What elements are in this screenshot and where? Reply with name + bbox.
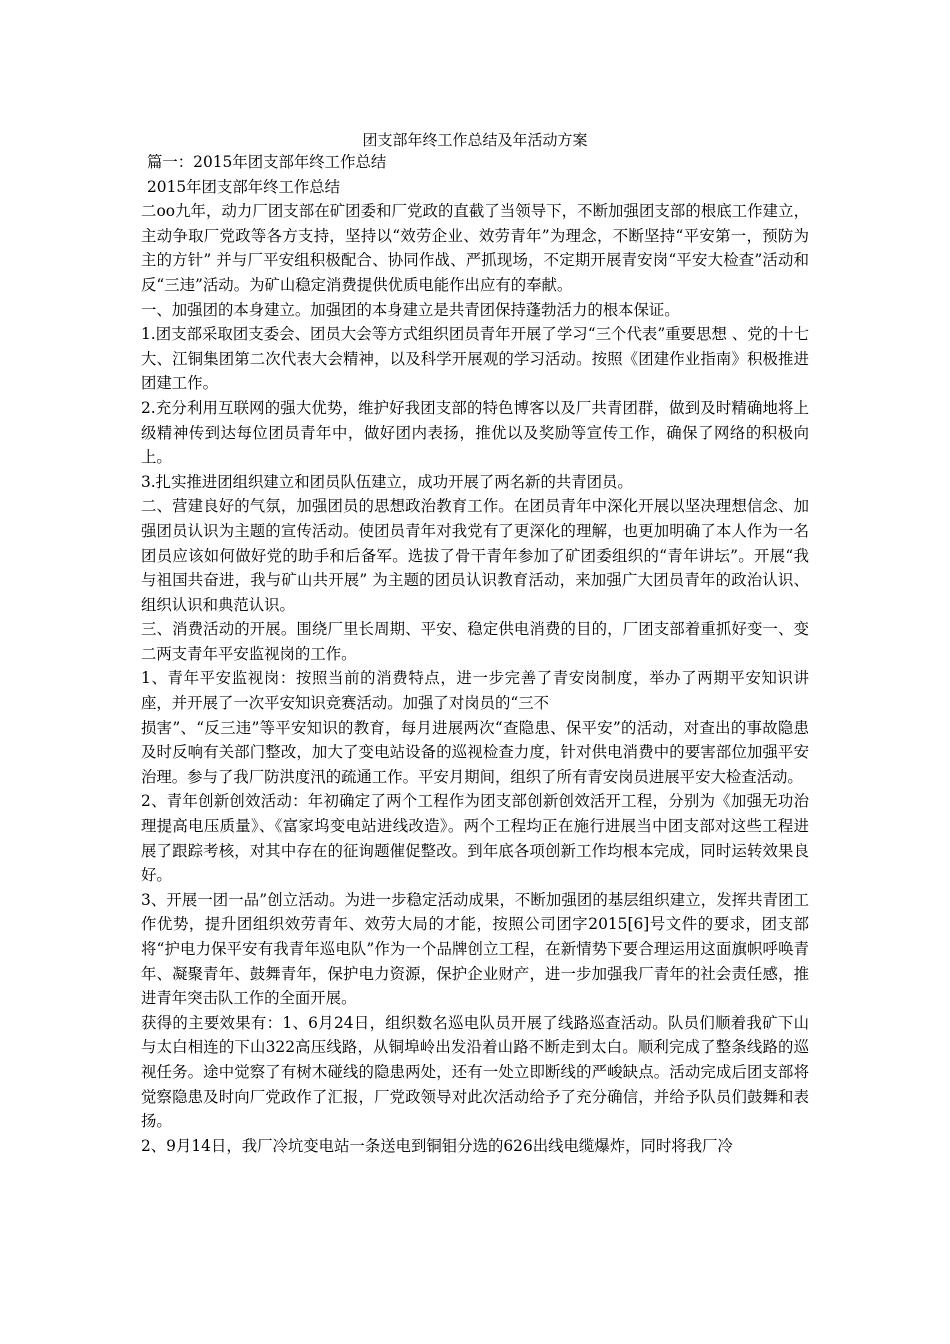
paragraph: 二oo九年，动力厂团支部在矿团委和厂党政的直截了当领导下，不断加强团支部的根底工作建立，主动争取厂党政等各方支持，坚持以“效劳企业、效劳青年”为理念，不断坚持“平安第一，预防为主的方针” 并与厂平安组积极配合、协同作战、严抓现场，不定期开展青安岗“平安大检查”活动和反“三违”活动。为矿山稳定消费提供优质电能作出应有的奉献。 [141,202,809,294]
paragraph: 一、加强团的本身建立。加强团的本身建立是共青团保持蓬勃活力的根本保证。 [141,300,680,319]
paragraph: 损害”、“反三违”等平安知识的教育，每月进展两次“查隐患、保平安”的活动，对查出的事故隐患及时反响有关部门整改，加大了变电站设备的巡视检查力度，针对供电消费中的要害部位加强平安治理。参与了我厂防洪度汛的疏通工作。平安月期间，组织了所有青安岗员进展平安大检查活动。 [141,718,809,786]
paragraph: 3、开展一团一品”创立活动。为进一步稳定活动成果，不断加强团的基层组织建立，发挥共青团工作优势，提升团组织效劳青年、效劳大局的才能，按照公司团字2015[6]号文件的要求，团支部将“护电力保平安有我青年巡电队”作为一个品牌创立工程，在新情势下要合理运用这面旗帜呼唤青年、凝聚青年、鼓舞青年，保护电力资源，保护企业财产，进一步加强我厂青年的社会责任感，推进青年突击队工作的全面开展。 [141,890,809,1008]
section-subheading: 2015年团支部年终工作总结 [147,177,341,196]
document-title: 团支部年终工作总结及年活动方案 [362,131,588,149]
paragraph: 2.充分利用互联网的强大优势，维护好我团支部的特色博客以及厂共青团群，做到及时精确地将上级精神传到达每位团员青年中，做好团内表扬，推优以及奖励等宣传工作，确保了网络的积极向上。 [141,398,809,467]
paragraph: 2、9月14日，我厂冷坑变电站一条送电到铜钼分选的626出线电缆爆炸，同时将我厂冷 [141,1136,733,1155]
paragraph: 1、青年平安监视岗：按照当前的消费特点，进一步完善了青安岗制度，举办了两期平安知识讲座，并开展了一次平安知识竞赛活动。加强了对岗员的“三不 [141,669,809,713]
document-body [141,150,809,1158]
paragraph: 1.团支部采取团支委会、团员大会等方式组织团员青年开展了学习“三个代表”重要思想 、党的十七大、江铜集团第二次代表大会精神，以及科学开展观的学习活动。按照《团建作业指南》积极推进团建工作。 [141,325,809,393]
section-heading: 篇一：2015年团支部年终工作总结 [147,153,387,171]
paragraph: 获得的主要效果有：1、6月24日，组织数名巡电队员开展了线路巡查活动。队员们顺着我矿下山与太白相连的下山322高压线路，从铜埠岭出发沿着山路不断走到太白。顺利完成了整条线路的巡视任务。途中觉察了有树木碰线的隐患两处，还有一处立即断线的严峻缺点。活动完成后团支部将觉察隐患及时向厂党政作了汇报，厂党政领导对此次活动给予了充分确信，并给予队员们鼓舞和表扬。 [141,1013,809,1131]
paragraph: 3.扎实推进团组织建立和团员队伍建立，成功开展了两名新的共青团员。 [141,472,633,491]
paragraph: 二、营建良好的气氛，加强团员的思想政治教育工作。在团员青年中深化开展以坚决理想信念、加强团员认识为主题的宣传活动。使团员青年对我党有了更深化的理解，也更加明确了本人作为一名团员应该如何做好党的助手和后备军。选拔了骨干青年参加了矿团委组织的“青年讲坛”。开展“我与祖国共奋进，我与矿山共开展” 为主题的团员认识教育活动，来加强广大团员青年的政治认识、组织认识和典范认识。 [141,497,809,614]
paragraph: 2、青年创新创效活动：年初确定了两个工程作为团支部创新创效活开工程，分别为《加强无功治理提高电压质量》、《富家坞变电站进线改造》。两个工程均正在施行进展当中团支部对这些工程进展了跟踪考核，对其中存在的征询题催促整改。到年底各项创新工作均根本完成，同时运转效果良好。 [141,792,809,885]
paragraph: 三、消费活动的开展。围绕厂里长周期、平安、稳定供电消费的目的，厂团支部着重抓好变一、变二两支青年平安监视岗的工作。 [141,620,809,663]
